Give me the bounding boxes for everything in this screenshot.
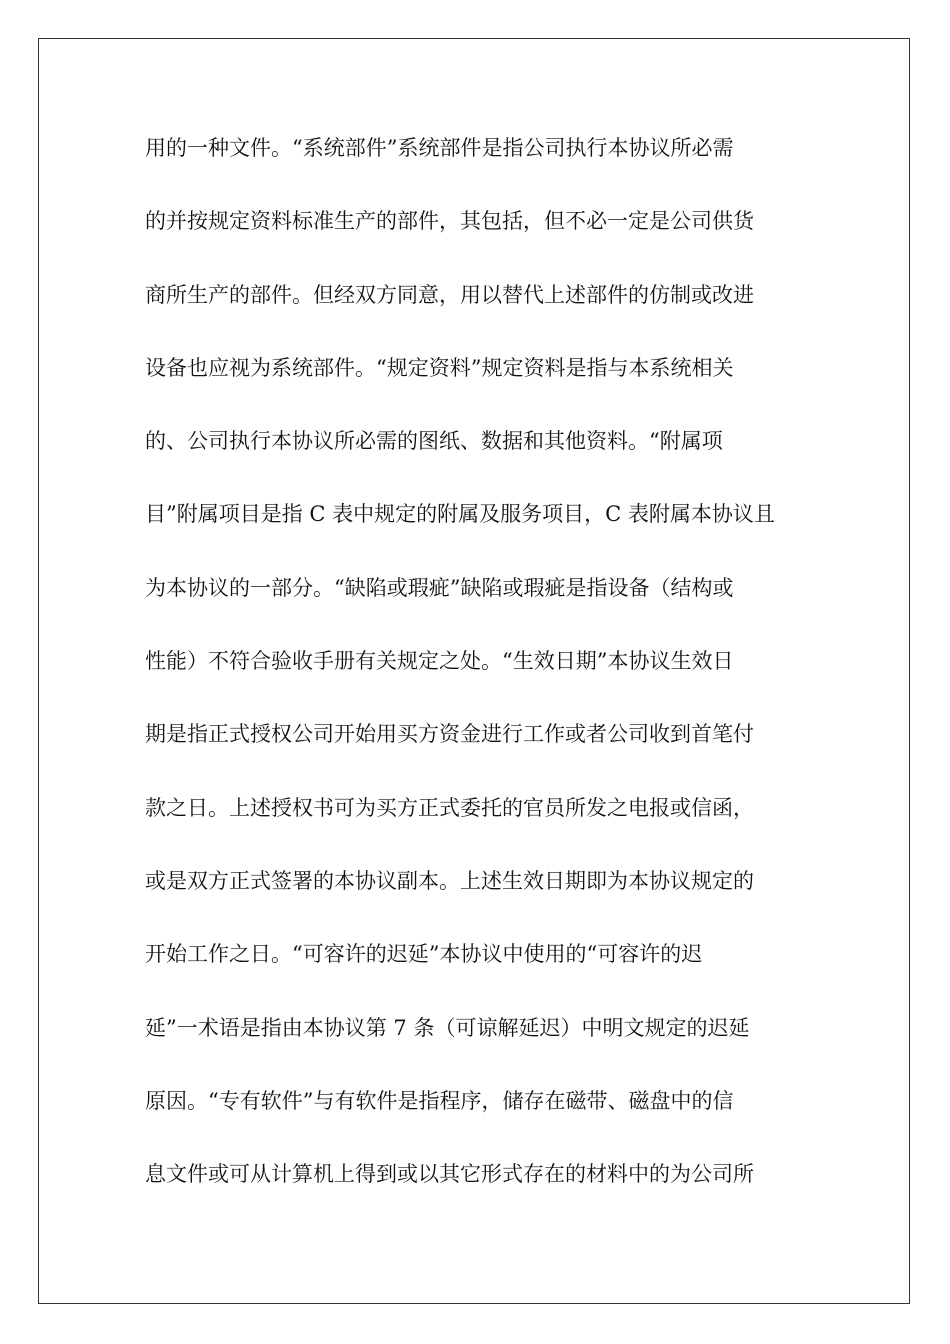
document-body <box>145 128 815 1227</box>
text-line-4: 设备也应视为系统部件。“规定资料”规定资料是指与本系统相关 <box>145 355 734 380</box>
text-line-3: 商所生产的部件。但经双方同意，用以替代上述部件的仿制或改进 <box>145 282 754 307</box>
text-line-10: 款之日。上述授权书可为买方正式委托的官员所发之电报或信函， <box>145 795 754 820</box>
text-line-13: 延”一术语是指由本协议第 7 条（可谅解延迟）中明文规定的迟延 <box>145 1015 750 1040</box>
text-line-7: 为本协议的一部分。“缺陷或瑕疵”缺陷或瑕疵是指设备（结构或 <box>145 575 734 600</box>
text-line-1: 用的一种文件。“系统部件”系统部件是指公司执行本协议所必需 <box>145 136 734 160</box>
text-line-2: 的并按规定资料标准生产的部件，其包括，但不必一定是公司供货 <box>145 209 754 234</box>
text-line-9: 期是指正式授权公司开始用买方资金进行工作或者公司收到首笔付 <box>145 722 754 747</box>
text-line-12: 开始工作之日。“可容许的迟延”本协议中使用的“可容许的迟 <box>145 942 703 967</box>
text-line-15: 息文件或可从计算机上得到或以其它形式存在的材料中的为公司所 <box>145 1162 754 1187</box>
text-line-5: 的、公司执行本协议所必需的图纸、数据和其他资料。“附属项 <box>145 429 723 454</box>
text-line-14: 原因。“专有软件”与有软件是指程序，储存在磁带、磁盘中的信 <box>145 1088 734 1113</box>
text-line-11: 或是双方正式签署的本协议副本。上述生效日期即为本协议规定的 <box>145 868 754 893</box>
text-line-8: 性能）不符合验收手册有关规定之处。“生效日期”本协议生效日 <box>145 649 734 674</box>
text-line-6: 目”附属项目是指 C 表中规定的附属及服务项目，C 表附属本协议且 <box>145 502 775 527</box>
